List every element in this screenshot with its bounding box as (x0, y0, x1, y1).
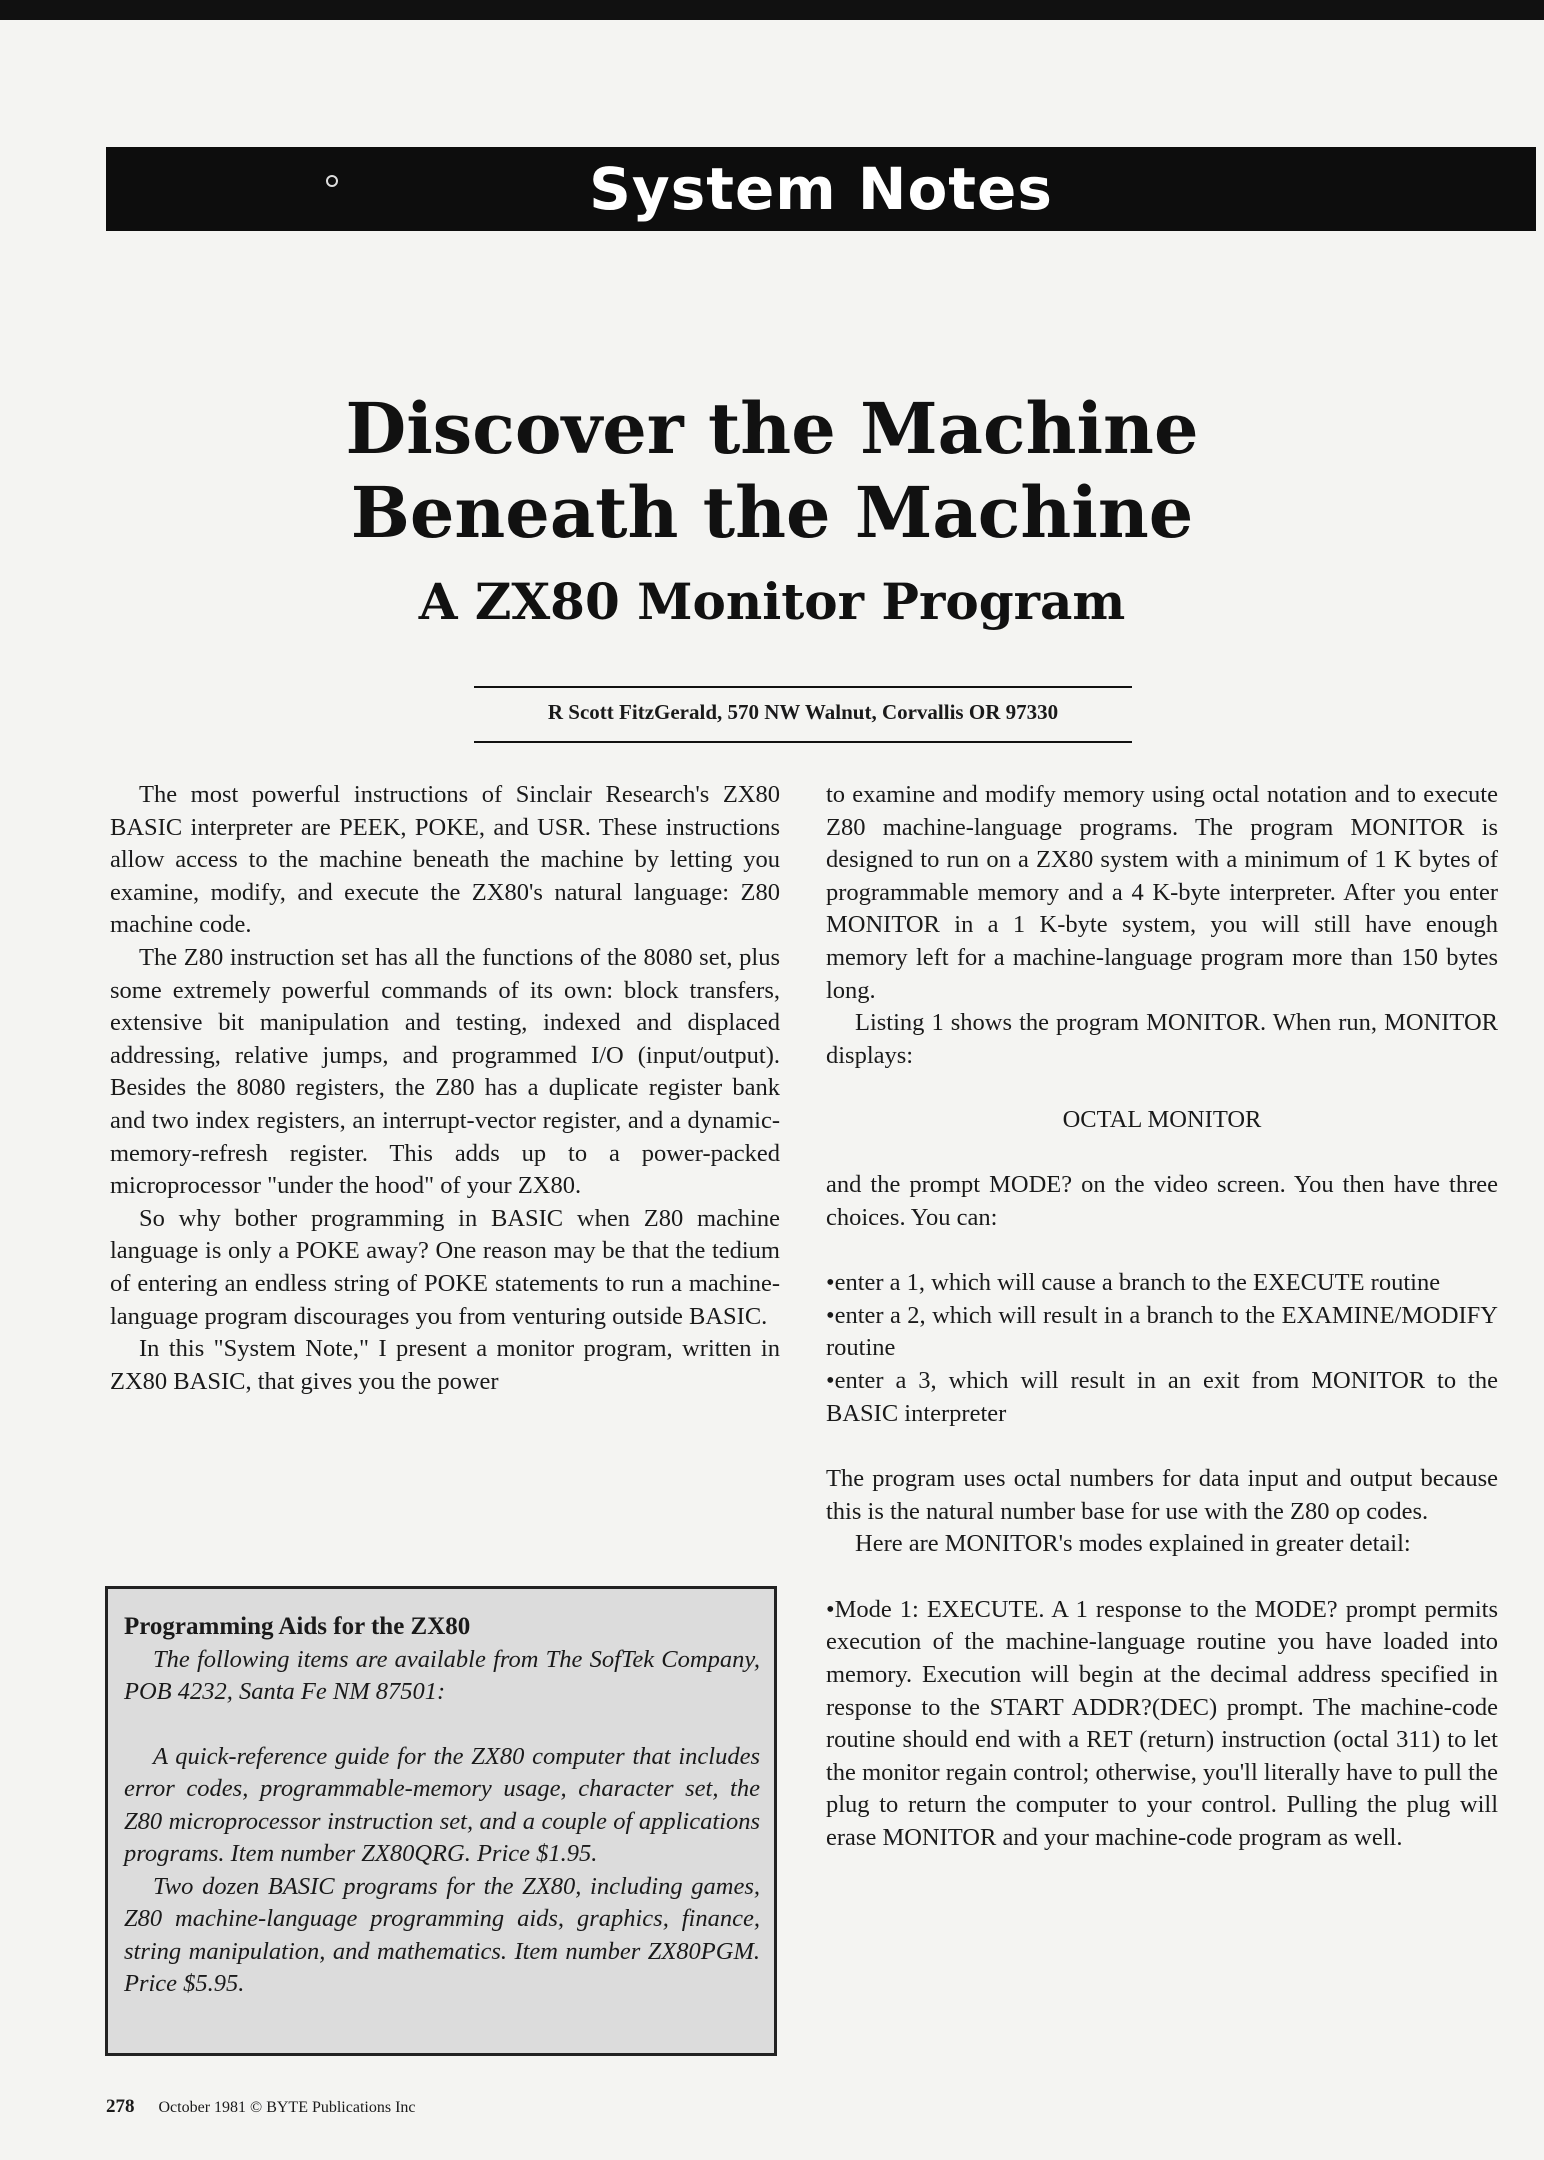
list-item: •enter a 2, which will result in a branch to the EXAMINE/MODIFY routine (826, 1301, 1498, 1362)
byline: R Scott FitzGerald, 570 NW Walnut, Corvallis OR 97330 (547, 700, 1059, 724)
list-item: •enter a 3, which will result in an exit from MONITOR to the BASIC interpreter (826, 1366, 1498, 1427)
sidebar-box (105, 1586, 777, 2056)
paragraph: The Z80 instruction set has all the functions of the 8080 set, plus some extremely powerful commands of its own: block transfers, extensive bit manipulation and testing, indexed and displaced addressing, relative jumps, and programmed I/O (input/output). Besides the 8080 registers, the Z80 has a duplicate register bank and two index registers, an interrupt-vector register, and a dynamic-memory-refresh register. This adds up to a power-packed microprocessor "under the hood" of your ZX80. (110, 943, 780, 1200)
byline-rule-top (474, 686, 1132, 688)
byline-rule-bottom (474, 741, 1132, 743)
paragraph: Listing 1 shows the program MONITOR. When run, MONITOR displays: (826, 1009, 1498, 1069)
footer-credit: October 1981 © BYTE Publications Inc (158, 2099, 416, 2116)
sidebar-title: Programming Aids for the ZX80 (124, 1613, 471, 1640)
screen-display-text: OCTAL MONITOR (1062, 1106, 1262, 1134)
left-column (110, 779, 780, 1398)
paragraph: •Mode 1: EXECUTE. A 1 response to the MODE? prompt permits execution of the machine-language routine you have loaded into memory. Execution will begin at the decimal address specified in response to the START ADDR?(DEC) prompt. The machine-code routine should end with a RET (return) instruction (octal 311) to let the monitor regain control; otherwise, you'll literally have to pull the plug to return the computer to your control. Pulling the plug will erase MONITOR and your machine-code program as well. (826, 1595, 1498, 1852)
section-banner: System Notes (106, 147, 1536, 231)
sidebar-item: A quick-reference guide for the ZX80 computer that includes error codes, programmable-memory usage, character set, the Z80 microprocessor instruction set, and a couple of applications programs. Item number ZX80QRG. Price $1.95. (124, 1742, 760, 1867)
banner-dot (326, 175, 338, 187)
list-item: •enter a 1, which will cause a branch to the EXECUTE routine (826, 1269, 1441, 1297)
page-number: 278 (106, 2096, 135, 2117)
paragraph: So why bother programming in BASIC when Z80 machine language is only a POKE away? One reason may be that the tedium of entering an endless string of POKE statements to run a machine-language program discourages you from venturing outside BASIC. (110, 1204, 780, 1330)
paragraph: and the prompt MODE? on the video screen. You then have three choices. You can: (826, 1170, 1498, 1231)
article-subtitle: A ZX80 Monitor Program (418, 572, 1126, 631)
top-rule (0, 0, 1544, 20)
choice-list (826, 1267, 1498, 1430)
paragraph: Here are MONITOR's modes explained in greater detail: (855, 1530, 1411, 1558)
paragraph: The program uses octal numbers for data input and output because this is the natural number base for use with the Z80 op codes. (826, 1465, 1498, 1525)
paragraph: The most powerful instructions of Sinclair Research's ZX80 BASIC interpreter are PEEK, POKE, and USR. These instructions allow access to the machine beneath the machine by letting you examine, modify, and execute the ZX80's natural language: Z80 machine code. (110, 781, 780, 939)
paragraph: to examine and modify memory using octal notation and to execute Z80 machine-language programs. The program MONITOR is designed to run on a ZX80 system with a minimum of 1 K bytes of programmable memory and a 4 K-byte interpreter. After you enter MONITOR in a 1 K-byte system, you will still have enough memory left for a machine-language program more than 150 bytes long. (826, 781, 1498, 1004)
right-column (826, 779, 1498, 1855)
page-footer (106, 2096, 416, 2118)
article-title-line-2: Beneath the Machine (350, 471, 1194, 554)
sidebar-item: Two dozen BASIC programs for the ZX80, including games, Z80 machine-language programming aids, graphics, finance, string manipulation, and mathematics. Item number ZX80PGM. Price $5.95. (124, 1872, 760, 1997)
paragraph: In this "System Note," I present a monitor program, written in ZX80 BASIC, that gives you the power (110, 1335, 780, 1395)
sidebar-intro: The following items are available from The SofTek Company, POB 4232, Santa Fe NM 87501: (124, 1645, 760, 1705)
article-title-line-1: Discover the Machine (345, 387, 1199, 470)
